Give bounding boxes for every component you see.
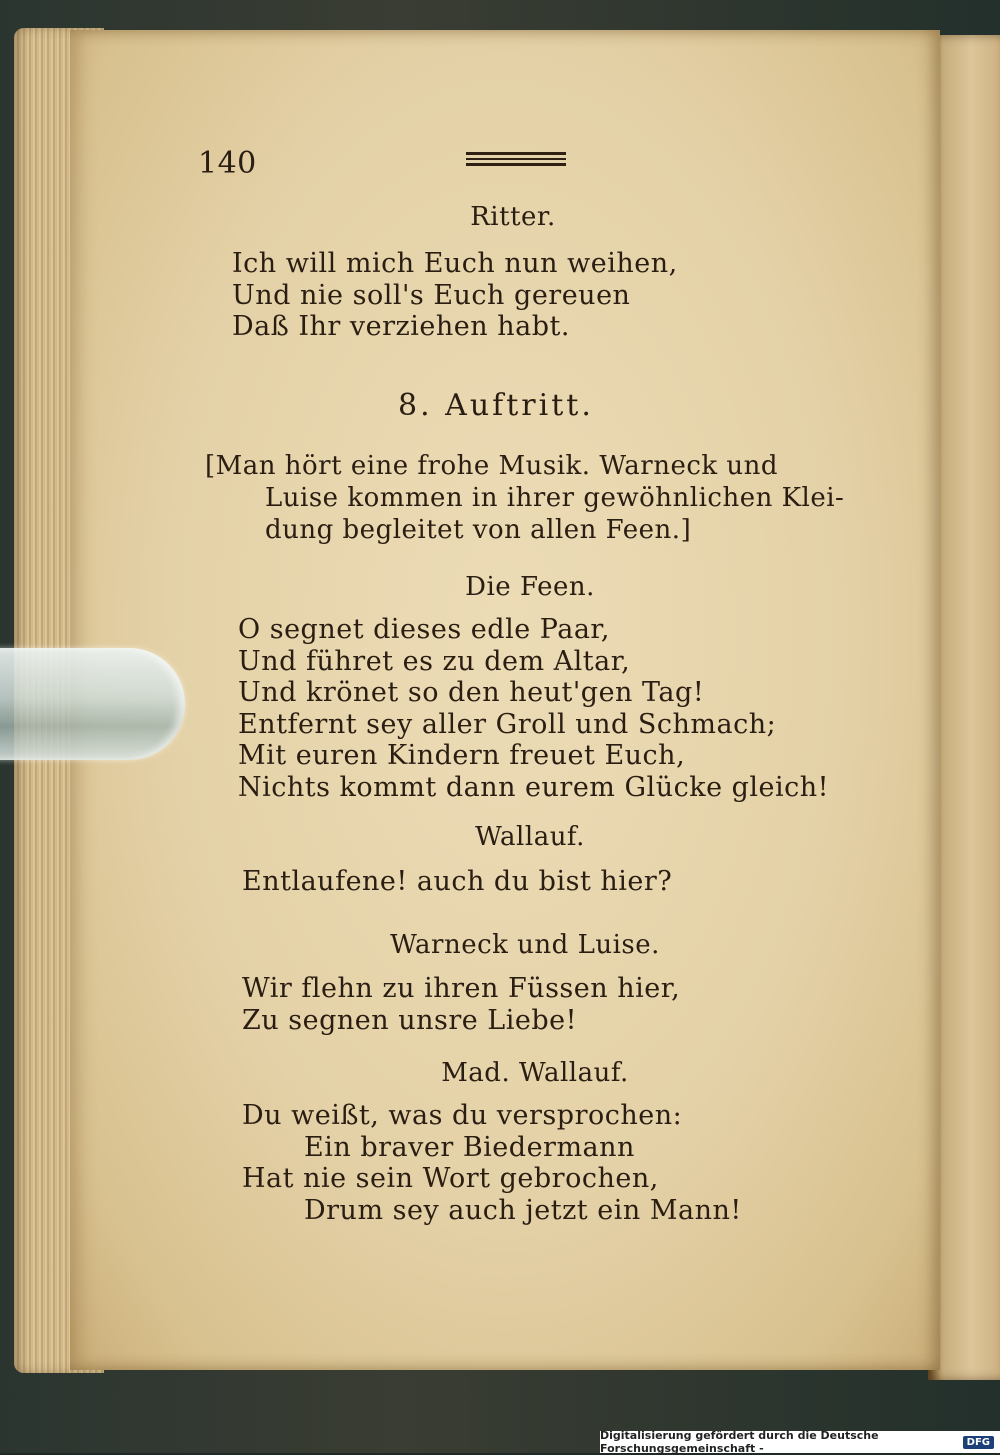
stage-direction bbox=[205, 450, 844, 546]
stage-line: Luise kommen in ihrer gewöhnlichen Klei- bbox=[265, 483, 845, 513]
verse-line: Drum sey auch jetzt ein Mann! bbox=[304, 1194, 742, 1226]
verse-warneck-luise bbox=[242, 973, 680, 1036]
scene-heading: 8. Auftritt. bbox=[398, 388, 594, 423]
dfg-logo: DFG bbox=[963, 1436, 994, 1449]
glass-clip bbox=[0, 648, 185, 760]
speaker-feen: Die Feen. bbox=[465, 572, 595, 602]
verse-line: Ein braver Biedermann bbox=[304, 1131, 635, 1163]
verse-line: Mit euren Kindern freuet Euch, bbox=[238, 740, 686, 771]
verse-line: Daß Ihr verziehen habt. bbox=[232, 311, 570, 342]
stage-line: [Man hört eine frohe Musik. Warneck und bbox=[205, 451, 779, 481]
speaker-ritter: Ritter. bbox=[470, 202, 556, 232]
stage-line: dung begleitet von allen Feen.] bbox=[265, 515, 692, 545]
verse-line: Und nie soll's Euch gereuen bbox=[232, 279, 631, 311]
digitization-footer bbox=[600, 1431, 1000, 1453]
header-rule bbox=[466, 152, 566, 155]
speaker-warneck-luise: Warneck und Luise. bbox=[390, 930, 660, 960]
verse-line: Entlaufene! auch du bist hier? bbox=[242, 866, 673, 897]
verse-mad-wallauf bbox=[242, 1100, 742, 1226]
verse-ritter bbox=[232, 248, 678, 343]
verse-line: Entfernt sey aller Groll und Schmach; bbox=[238, 708, 777, 740]
verse-line: Wir flehn zu ihren Füssen hier, bbox=[242, 973, 681, 1004]
verse-line: Nichts kommt dann eurem Glücke gleich! bbox=[238, 771, 830, 803]
verse-line: Und führet es zu dem Altar, bbox=[238, 645, 631, 677]
header-rule bbox=[466, 158, 566, 160]
footer-text: Digitalisierung gefördert durch die Deutsche Forschungsgemeinschaft - bbox=[600, 1429, 879, 1455]
verse-line: Ich will mich Euch nun weihen, bbox=[232, 248, 678, 279]
verse-line: Du weißt, was du versprochen: bbox=[242, 1100, 683, 1131]
page-number: 140 bbox=[198, 146, 257, 181]
verse-wallauf bbox=[242, 866, 672, 898]
verse-line: Hat nie sein Wort gebrochen, bbox=[242, 1163, 659, 1194]
speaker-mad-wallauf: Mad. Wallauf. bbox=[441, 1058, 629, 1088]
verse-feen bbox=[238, 614, 829, 803]
speaker-wallauf: Wallauf. bbox=[475, 822, 585, 852]
verse-line: Zu segnen unsre Liebe! bbox=[242, 1004, 577, 1036]
header-rule bbox=[466, 163, 566, 166]
verse-line: O segnet dieses edle Paar, bbox=[238, 614, 610, 645]
verse-line: Und krönet so den heut'gen Tag! bbox=[238, 677, 705, 708]
